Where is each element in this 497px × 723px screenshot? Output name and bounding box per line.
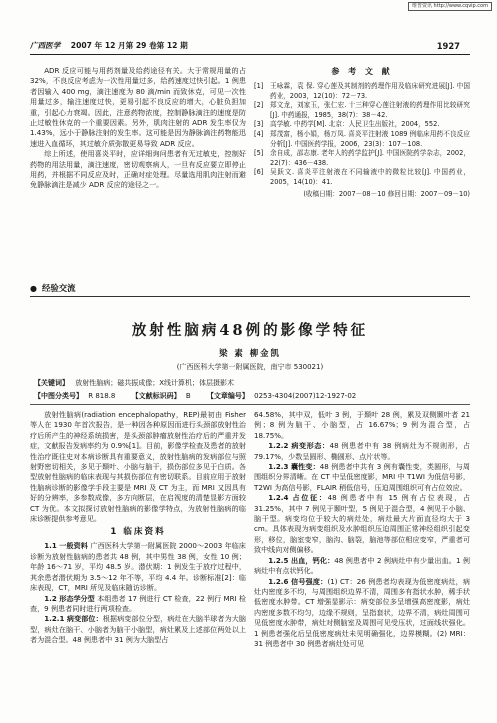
reference-number: [2]	[254, 101, 264, 110]
reference-item	[254, 130, 470, 149]
paragraph	[254, 556, 470, 577]
paragraph	[254, 462, 470, 493]
paragraph	[254, 493, 470, 555]
paragraph-text: 48 例患者中共有 3 例有囊性变，类圆形，与周围组织分界清晰。在 CT 中呈低密度影，MRI 中 T1WI 为低信号影，T2WI 为高信号影，FLAIR 稍低信号，压迫周围组织可有占位效应。	[254, 462, 470, 492]
reference-number: [3]	[254, 120, 264, 129]
reference-text: 高学敏. 中药学[M]. 北京：人民卫生出版社，2004，552.	[270, 120, 440, 129]
paragraph-text: 64.58%，其中双，低叶 3 例，于颞叶 28 例，累及双侧颞叶者 21 例；8 例为脑干、小脑型，占 16.67%；9 例为混合型，占 18.75%。	[254, 410, 470, 440]
body-column-left	[30, 410, 246, 716]
references-title: 参 考 文 献	[331, 67, 393, 76]
article-affiliation: (广西医科大学第一附属医院，南宁市 530021)	[176, 363, 324, 371]
paragraph-text: 根据病变部位分型，病灶在大脑半球者为大脑型，病灶在脑干、小脑者为脑干小脑型，病灶累及上述部位两处以上者为混合型。48 例患者中 31 例为大脑型占	[30, 614, 246, 645]
keywords-line	[34, 378, 470, 388]
paragraph	[254, 441, 470, 462]
reference-list	[254, 82, 470, 188]
reference-text: 王咏霖，袁 保. 穿心莲及其制剂的药理作用及临床研究进展[J]. 中国药业，2003，12(10)：72－73.	[270, 82, 470, 100]
reference-text: 吴跃文. 喜炎平注射液在不同输液中的微粒比较[J]. 中国药业，2005，14(10)：41.	[270, 168, 470, 186]
received-dates: (收稿日期：2007－08－10 修回日期：2007－09－10)	[303, 189, 470, 198]
body-column-right	[254, 410, 470, 716]
paragraph-text: (1) CT：26 例患者均表现为低密度病灶，病灶内密度多不均，与周围组织边界不清，周围多有指状水肿，稀手状低密度水肿带。CT 增强显影示：病变部位多呈增强高密度影，病灶内密度多数不均匀，边缘不规则，呈指套状，边界不清，病灶周围可见低密度水肿带，病灶对侧脑室及周围可见受压状，过面线状强化。1 例患者强化后呈低密度病灶未见明确强化，边界模糊。(2) MRI：31 例患者中 30 例患者病灶处可见	[254, 576, 470, 648]
reference-text: 郑茂富，杨小娟，杨万凤. 喜炎平注射液 1089 例临床用药不良反应分析[J]. 中国医药学报，2006，23(3)：107－108.	[270, 129, 470, 148]
paragraph	[30, 541, 246, 593]
subsection-heading: 1.2.2 病变形态：	[268, 441, 330, 451]
paragraph-text: 广西医科大学第一附属医院 2000～2003 年临床诊断为放射性脑病的患者共 48 例，其中男性 38 例，女性 10 例；年龄 16～71 岁，平均 48.5 岁。潜伏期：1 例发生于放疗过程中，其余患者潜伏期为 3.5～12 年不等，平均 4.4 年。诊断标准[2]：临床表现，CT，MRI 所见及临床随访诊断。	[30, 541, 246, 593]
paragraph: 综上所述，使用喜炎平时，应详细询问患者有无过敏史，控制好药物的用法用量，滴注速度，密切观察病人，一旦有反应要立即停止用药，并根据不同反应及时，正确对症处理。尽量选用肌肉注射而避免静脉滴注是减少 ADR 反应的途径之一。	[30, 149, 246, 190]
journal-name: 广西医学	[30, 41, 61, 50]
reference-number: [6]	[254, 168, 264, 177]
paragraph	[30, 614, 246, 645]
paragraph-text: 放射性脑病(radiation encephalopathy，REP)最初由 Fisher 等人在 1930 年首次报告，是一种因各种原因而进行头颈部放射性治疗后所产生的神经系统损害，是头颈部肿瘤放射性治疗后的严重并发症，文献报告发病率约为 0.9%[1]。目前，影像学检查及患者的放射性治疗既往史对本病诊断具有重要意义，放射性脑病的发病部位与照射野密切相关，多见于颞叶、小脑与脑干，损伤部位多见于白质。各型放射性脑病的临床表现与其损伤部位有密切联系。目前应用于放射性脑病诊断的影像学手段主要是 MRI 及 CT 为主，而 MRI 又因具有好的分辨率，多参数成像，多方向断层，在启视度的清楚显影方面较 CT 为优。本文拟探讨放射性脑病的影像学特点，为放射性脑病的临床诊断提供参考意见。	[30, 410, 246, 524]
section-rule	[30, 296, 470, 297]
subsection-heading: 1.2.6 信号强度：	[268, 576, 328, 586]
reference-item	[254, 168, 470, 187]
doc-code-value: B	[185, 392, 191, 400]
article-authors: 梁 素 柳金凯	[219, 348, 281, 358]
clc-value: R 818.8	[88, 392, 116, 400]
paragraph-text: 48 例患者中有 15 例有占位表现，占 31.25%，其中 7 例见于颞叶型，5 例见于混合型，4 例见于小脑、脑干型。病变均位于较大的病灶处，病灶最大片面直径均大于 3 cm。具体表现为病变组织及水肿组织压迫周围正常神经组织引起变形，移位，脑室变窄，脑沟、脑裂，脑池等部位相应变窄，严重者可致中线向对侧偏移。	[254, 493, 470, 555]
article-number-label: 【文章编号】	[206, 392, 249, 400]
classification-line	[34, 391, 470, 401]
paragraph	[254, 577, 470, 650]
watermark-stamp: 维普资讯 http://www.cqvip.com	[408, 2, 492, 11]
keywords-label: 【关键词】	[34, 379, 69, 387]
article-number-value: 0253-4304(2007)12-1927-02	[254, 392, 357, 400]
article-title: 放射性脑病48例的影像学特征	[131, 322, 369, 339]
running-header	[30, 40, 470, 52]
reference-item	[254, 120, 470, 130]
paragraph-text: 本组患者 17 例进行 CT 检查，22 例行 MRI 检查，9 例患者同时进行两项检查。	[30, 593, 246, 613]
clc-label: 【中图分类号】	[34, 392, 83, 400]
issue-info: 2007 年 12 月第 29 卷第 12 期	[70, 41, 188, 50]
reference-number: [4]	[254, 129, 264, 138]
reference-item	[254, 82, 470, 101]
reference-text: 郑文龙，刘家玉，张仁宏. 十三种穿心莲注射液的药理作用比较研究[J]. 中药通报，1985，38(7)：38－42.	[270, 101, 470, 119]
reference-text: 余自成，邵志康. 老年人的药学监护[J]. 中国医院药学杂志，2002，22(7)：436－438.	[270, 149, 470, 167]
bullet-dot-icon: ●	[30, 283, 37, 293]
reference-number: [5]	[254, 149, 264, 158]
subsection-heading: 1.2.3 囊性变：	[268, 462, 320, 472]
body-rule	[30, 404, 470, 405]
section-tag-label: 经验交流	[41, 283, 76, 293]
paragraph-text: 48 例患者中 2 例病灶中有少量出血。1 例病灶中有点状钙化。	[254, 555, 470, 576]
subsection-heading: 1.2.1 病变部位：	[44, 614, 103, 624]
subsection-heading: 1.2.5 出血，钙化：	[268, 555, 335, 565]
reference-number: [1]	[254, 82, 264, 90]
paragraph	[254, 410, 470, 441]
subsection-heading: 1.2 形态学分型	[44, 593, 98, 603]
section-heading: 1 临床资料	[110, 527, 166, 538]
subsection-heading: 1.2.4 占位征：	[268, 493, 328, 503]
keywords-text: 放射性脑病；磁共振成像；X线计算机；体层摄影术	[75, 379, 235, 387]
subsection-heading: 1.1 一般资料	[44, 541, 91, 551]
section-tag	[30, 281, 470, 295]
paragraph: ADR 反应可能与用药剂量及给药途径有关。大于常规用量的占 32%，不良反应考虑为一次性用量过多，给药速度过快引起。1 例患者因输入 400 mg，滴注速度为 80 滴/min 而致休克，可见一次性用量过多，输注速度过快，更易引起不良反应的增大，心脏负担加重，引起心力衰竭。因此，注意药物浓度，控制静脉滴注的速度是防止过敏性休克的一个重要因素。另外，肌肉注射的 ADR 发生率仅为 1.43%，远小于静脉注射的发生率。这可能是因为静脉滴注药物能迅速进入血循环，其过敏介质弥散更易导致 ADR 反应。	[30, 66, 246, 148]
paragraph	[30, 410, 246, 524]
references-section	[254, 66, 470, 276]
reference-item	[254, 101, 470, 120]
page-number: 1927	[436, 41, 460, 51]
previous-article-text	[30, 66, 246, 276]
reference-item	[254, 149, 470, 168]
doc-code-label: 【文献标识码】	[131, 392, 181, 400]
paragraph	[30, 594, 246, 615]
paragraph-text: 48 例患者中有 38 例病灶为不规则形，占 79.17%，少数呈圆形、椭圆形、点片状等。	[254, 441, 470, 461]
header-rule	[30, 54, 470, 55]
